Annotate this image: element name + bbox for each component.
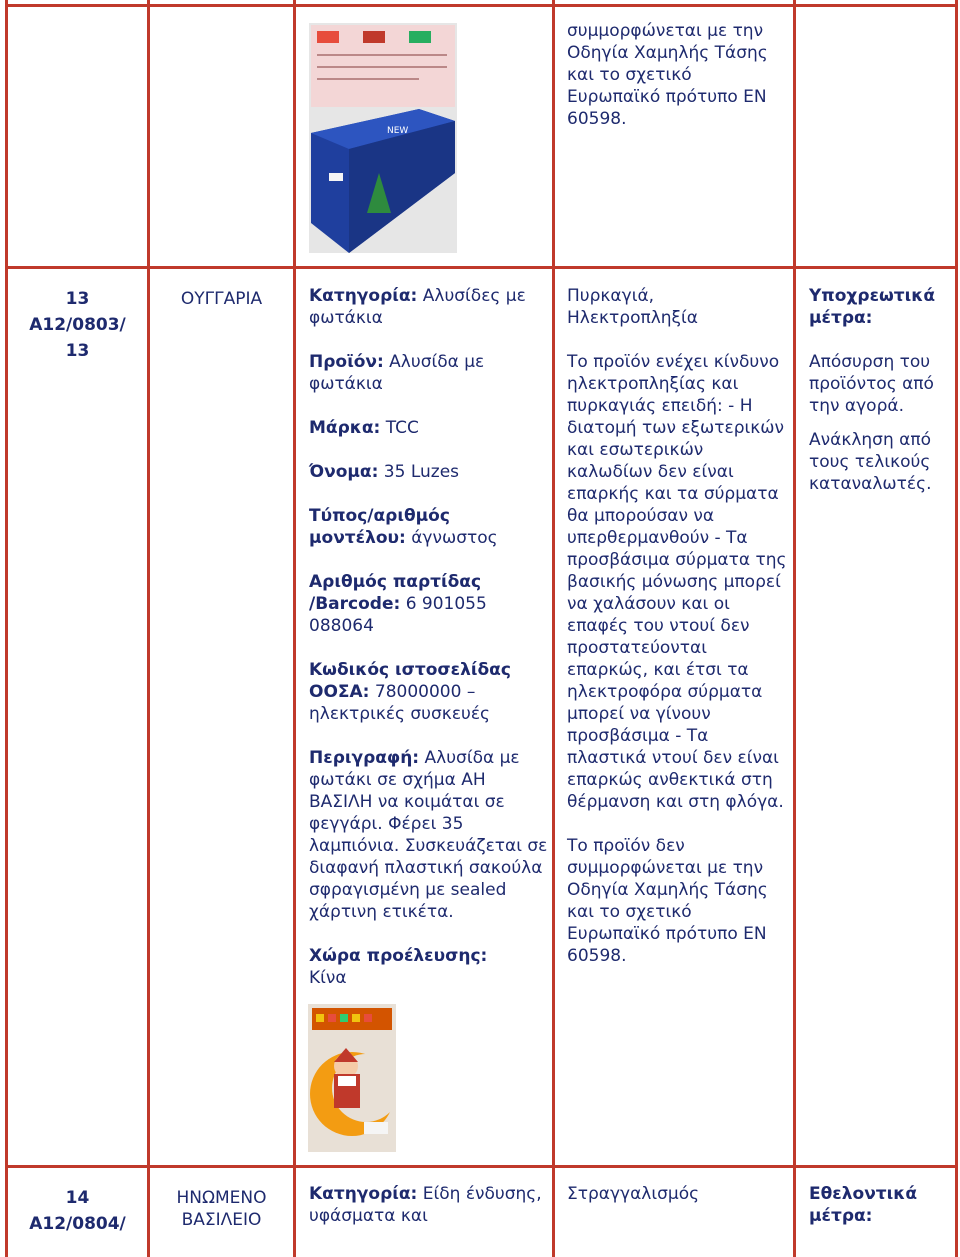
measure-withdrawal: Απόσυρση του προϊόντος από την αγορά. bbox=[809, 352, 934, 416]
batch-field bbox=[309, 571, 549, 637]
grid-line-col3 bbox=[552, 0, 555, 1257]
row14-risk-title: Στραγγαλισμός bbox=[567, 1184, 700, 1204]
row14-ref: A12/0804/ bbox=[29, 1214, 126, 1234]
top-conformity-text: συμμορφώνεται με την Οδηγία Χαμηλής Τάσης και το σχετικό Ευρωπαϊκό πρότυπο EN 60598. bbox=[567, 21, 768, 129]
svg-text:NEW: NEW bbox=[387, 126, 409, 136]
brand-value: TCC bbox=[385, 418, 419, 438]
brand-field bbox=[309, 417, 549, 439]
row13-country: ΟΥΓΓΑΡΙΑ bbox=[180, 289, 263, 309]
brand-label: Μάρκα: bbox=[309, 418, 381, 438]
top-conformity-cell bbox=[567, 20, 787, 130]
type-value: άγνωστος bbox=[411, 528, 498, 548]
name-label: Όνομα: bbox=[309, 462, 379, 482]
risk-description: Το προϊόν ενέχει κίνδυνο ηλεκτροπληξίας και πυρκαγιάς επειδή: - Η διατομή των εξωτερικών και εσωτερικών καλωδίων δεν είναι επαρκής και τα σύρματα θα μπορούσαν να υπερθερμανθούν - Τα προσβάσιμα σύρματα της βασικής μόνωσης μπορεί να χαλάσουν και οι επαφές του ντουί δεν προστατεύονται επαρκώς, και έτσι τα ηλεκτροφόρα σύρματα μπορεί να γίνουν προσβάσιμα - Τα πλαστικά ντουί δεν είναι επαρκώς ανθεκτικά στη θέρμανση και στη φλόγα. bbox=[567, 352, 787, 812]
product-field bbox=[309, 351, 549, 395]
batch-value: 6 901055 088064 bbox=[309, 594, 487, 636]
origin-label: Χώρα προέλευσης: bbox=[309, 946, 488, 966]
risk-title: Πυρκαγιά, Ηλεκτροπληξία bbox=[567, 286, 698, 328]
category-label: Κατηγορία: bbox=[309, 286, 418, 306]
row13-risk-cell bbox=[567, 285, 789, 989]
row14-measures-label: Εθελοντικά μέτρα: bbox=[809, 1184, 918, 1226]
type-label: Τύπος/αριθμός μοντέλου: bbox=[309, 506, 450, 548]
description-label: Περιγραφή: bbox=[309, 748, 420, 768]
origin-value: Κίνα bbox=[309, 968, 347, 988]
row13-ref-suffix: 13 bbox=[65, 341, 90, 361]
batch-label: Αριθμός παρτίδας /Barcode: bbox=[309, 572, 482, 614]
name-field bbox=[309, 461, 549, 483]
row14-product-cell bbox=[309, 1183, 549, 1227]
oecd-field bbox=[309, 659, 549, 725]
grid-line-left bbox=[5, 0, 8, 1257]
product-value: Αλυσίδα με φωτάκια bbox=[309, 352, 485, 394]
row14-country-cell bbox=[150, 1187, 293, 1231]
origin-field bbox=[309, 945, 549, 989]
category-value: Αλυσίδες με φωτάκια bbox=[309, 286, 526, 328]
row13-number-cell bbox=[8, 288, 147, 362]
row14-number: 14 bbox=[65, 1188, 90, 1208]
description-field bbox=[309, 747, 549, 923]
row14-risk-cell bbox=[567, 1183, 789, 1205]
grid-line-right bbox=[955, 0, 958, 1257]
grid-line-row14 bbox=[5, 1165, 958, 1168]
row13-conformity: Το προϊόν δεν συμμορφώνεται με την Οδηγία Χαμηλής Τάσης και το σχετικό Ευρωπαϊκό πρότυπο EN 60598. bbox=[567, 836, 768, 966]
grid-line-col1 bbox=[147, 0, 150, 1257]
measures-label: Υποχρεωτικά μέτρα: bbox=[809, 286, 936, 328]
row14-number-cell bbox=[8, 1187, 147, 1235]
product-sack-photo bbox=[308, 1004, 396, 1152]
oecd-label: Κωδικός ιστοσελίδας ΟΟΣΑ: bbox=[309, 660, 511, 702]
measure-recall: Ανάκληση από τους τελικούς καταναλωτές. bbox=[809, 430, 932, 494]
row13-number: 13 bbox=[65, 289, 90, 309]
row14-country: ΗΝΩΜΕΝΟ ΒΑΣΙΛΕΙΟ bbox=[176, 1188, 267, 1230]
name-value: 35 Luzes bbox=[383, 462, 460, 482]
oecd-value: 78000000 – ηλεκτρικές συσκευές bbox=[309, 682, 491, 724]
row13-product-cell bbox=[309, 285, 549, 1011]
product-box-photo bbox=[309, 23, 457, 253]
grid-line-col2 bbox=[293, 0, 296, 1257]
category-field bbox=[309, 285, 549, 329]
row14-category-value: Είδη ένδυσης, υφάσματα και bbox=[309, 1184, 542, 1226]
type-field bbox=[309, 505, 549, 549]
row13-ref: A12/0803/ bbox=[29, 315, 126, 335]
row13-measures-cell bbox=[809, 285, 951, 517]
grid-line-col4 bbox=[793, 0, 796, 1257]
row14-category-label: Κατηγορία: bbox=[309, 1184, 418, 1204]
grid-line-top bbox=[5, 4, 958, 7]
row14-measures-cell bbox=[809, 1183, 951, 1227]
description-value: Αλυσίδα με φωτάκι σε σχήμα ΑΗ ΒΑΣΙΛΗ να κοιμάται σε φεγγάρι. Φέρει 35 λαμπιόνια. Συσκευάζεται σε διαφανή πλαστική σακούλα σφραγισμένη με sealed χάρτινη ετικέτα. bbox=[309, 748, 548, 922]
grid-line-row13 bbox=[5, 266, 958, 269]
product-label: Προϊόν: bbox=[309, 352, 384, 372]
row13-country-cell bbox=[150, 288, 293, 310]
